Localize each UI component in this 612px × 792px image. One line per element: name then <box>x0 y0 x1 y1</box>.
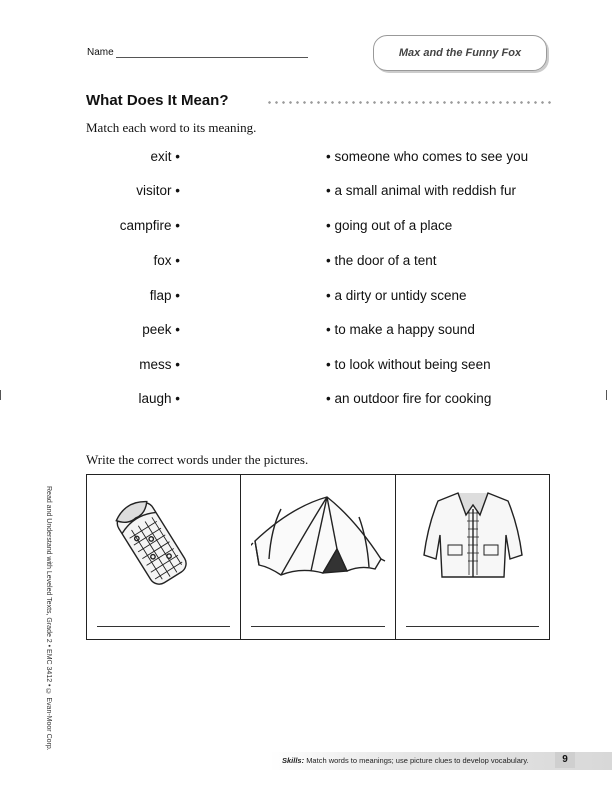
match-word[interactable]: campfire • <box>119 218 180 233</box>
match-instruction: Match each word to its meaning. <box>86 120 257 135</box>
match-word[interactable]: flap • <box>149 288 180 303</box>
crop-mark <box>606 390 607 400</box>
answer-line[interactable] <box>406 626 539 627</box>
match-meaning[interactable]: • a dirty or untidy scene <box>326 288 467 303</box>
side-credit: Read and Understand with Leveled Texts, Grade 2 • EMC 3412 • © Evan-Moor Corp. <box>45 486 52 751</box>
page-number: 9 <box>555 752 575 768</box>
match-word[interactable]: laugh • <box>138 391 180 406</box>
match-meaning[interactable]: • a small animal with reddish fur <box>326 183 517 198</box>
match-word[interactable]: exit • <box>150 149 180 164</box>
write-instruction: Write the correct words under the pictures. <box>86 452 309 467</box>
skills-line <box>282 756 529 765</box>
match-word[interactable]: peek • <box>142 322 180 337</box>
crop-mark <box>0 390 1 400</box>
skills-text: Match words to meanings; use picture clues to develop vocabulary. <box>306 756 529 765</box>
jacket-icon <box>418 485 528 585</box>
match-word[interactable]: mess • <box>139 357 180 372</box>
picture-table <box>86 474 550 640</box>
sleeping-bag-icon <box>111 493 193 591</box>
name-line[interactable] <box>116 57 308 58</box>
section-heading: What Does It Mean? <box>86 92 229 109</box>
answer-line[interactable] <box>251 626 384 627</box>
match-meaning[interactable]: • to make a happy sound <box>326 322 475 337</box>
match-word[interactable]: visitor • <box>136 183 180 198</box>
match-meaning[interactable]: • to look without being seen <box>326 357 491 372</box>
heading-dotted-rule <box>266 101 552 104</box>
name-label: Name <box>87 47 114 58</box>
story-title: Max and the Funny Fox <box>373 35 547 71</box>
picture-cell <box>87 475 241 639</box>
match-word[interactable]: fox • <box>153 253 180 268</box>
tent-icon <box>251 489 387 585</box>
match-meaning[interactable]: • someone who comes to see you <box>326 149 529 164</box>
picture-cell <box>241 475 395 639</box>
match-meaning[interactable]: • going out of a place <box>326 218 453 233</box>
match-meaning[interactable]: • an outdoor fire for cooking <box>326 391 492 406</box>
match-meaning[interactable]: • the door of a tent <box>326 253 437 268</box>
skills-label: Skills: <box>282 756 305 765</box>
picture-cell <box>396 475 549 639</box>
answer-line[interactable] <box>97 626 230 627</box>
